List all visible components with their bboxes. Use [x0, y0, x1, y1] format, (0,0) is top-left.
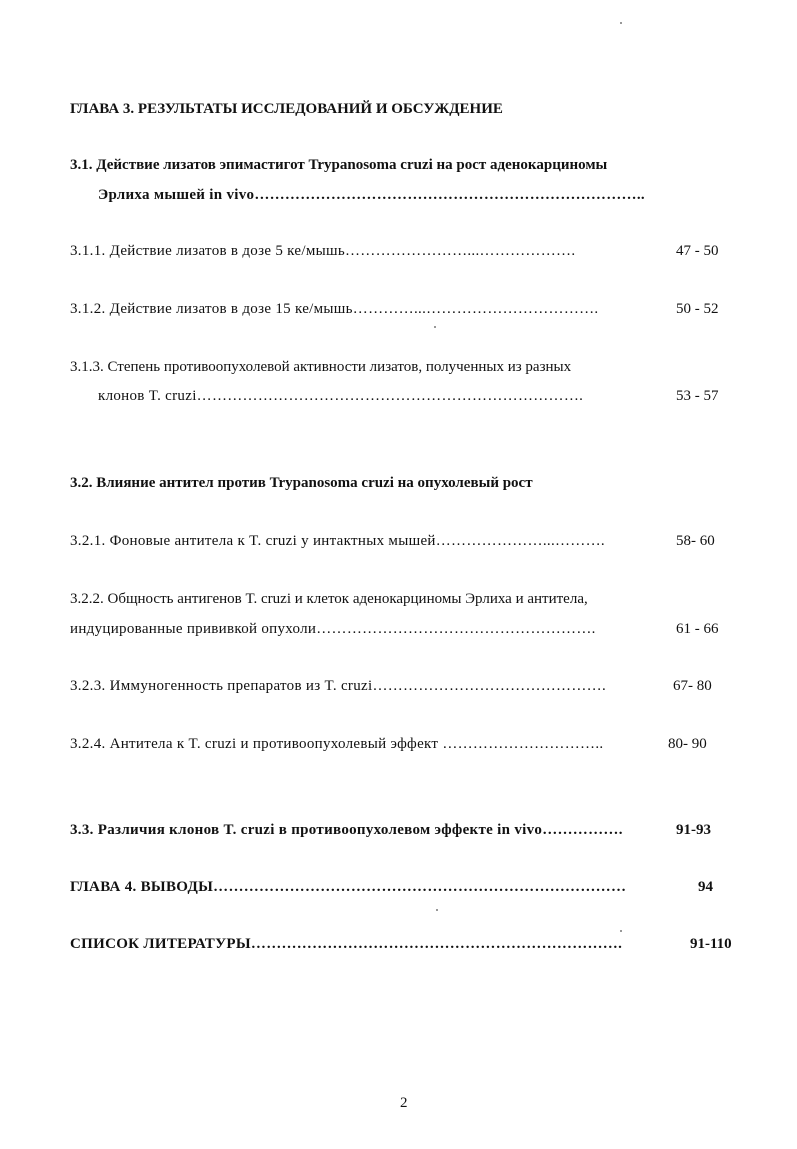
section-3-3-entry: 3.3. Различия клонов T. cruzi в противоопухолевом эффекте in vivo……………. — [70, 822, 623, 838]
toc-pages-3-2-2: 61 - 66 — [676, 621, 719, 637]
toc-entry-3-1-3: 3.1.3. Степень противоопухолевой активности лизатов, полученных из разных — [70, 359, 572, 375]
toc-entry-3-2-1: 3.2.1. Фоновые антитела к T. cruzi у интактных мышей…………………...………. — [70, 533, 605, 549]
toc-entry-3-1-2: 3.1.2. Действие лизатов в дозе 15 ке/мышь…………...……………………………. — [70, 301, 599, 317]
toc-pages-3-1-1: 47 - 50 — [676, 243, 719, 259]
toc-entry-3-2-2-cont: индуцированные прививкой опухоли………………………………………………. — [70, 621, 596, 637]
section-3-1-title: 3.1. Действие лизатов эпимастигот Trypanosoma cruzi на рост аденокарциномы — [70, 157, 608, 173]
toc-pages-references: 91-110 — [690, 936, 732, 952]
toc-entry-3-2-4: 3.2.4. Антитела к T. cruzi и противоопухолевый эффект ………………………….. — [70, 736, 604, 752]
scan-speck — [434, 326, 436, 328]
scan-speck — [436, 909, 438, 911]
toc-pages-chapter-4: 94 — [698, 879, 713, 895]
toc-pages-3-2-4: 80- 90 — [668, 736, 707, 752]
scan-speck — [620, 930, 622, 932]
toc-pages-3-2-3: 67- 80 — [673, 678, 712, 694]
section-3-1-title-cont: Эрлиха мышей in vivo………………………………………………………………….. — [98, 187, 645, 203]
references-entry: СПИСОК ЛИТЕРАТУРЫ………………………………………………………………. — [70, 936, 623, 952]
scan-speck — [620, 22, 622, 24]
toc-pages-3-1-2: 50 - 52 — [676, 301, 719, 317]
toc-pages-3-1-3: 53 - 57 — [676, 388, 719, 404]
toc-entry-3-2-2: 3.2.2. Общность антигенов T. cruzi и клеток аденокарциномы Эрлиха и антитела, — [70, 591, 588, 607]
toc-pages-3-3: 91-93 — [676, 822, 711, 838]
toc-entry-3-2-3: 3.2.3. Иммуногенность препаратов из T. cruzi………………………………………. — [70, 678, 606, 694]
section-3-2-title: 3.2. Влияние антител против Trypanosoma cruzi на опухолевый рост — [70, 475, 533, 491]
chapter-4-entry: ГЛАВА 4. ВЫВОДЫ……………………………………………………………………… — [70, 879, 627, 895]
toc-entry-3-1-1: 3.1.1. Действие лизатов в дозе 5 ке/мышь……………………...………………. — [70, 243, 576, 259]
chapter-3-heading: ГЛАВА 3. РЕЗУЛЬТАТЫ ИССЛЕДОВАНИЙ И ОБСУЖДЕНИЕ — [70, 101, 503, 117]
toc-entry-3-1-3-cont: клонов T. cruzi…………………………………………………………………. — [98, 388, 584, 404]
page-number: 2 — [400, 1095, 408, 1111]
toc-pages-3-2-1: 58- 60 — [676, 533, 715, 549]
